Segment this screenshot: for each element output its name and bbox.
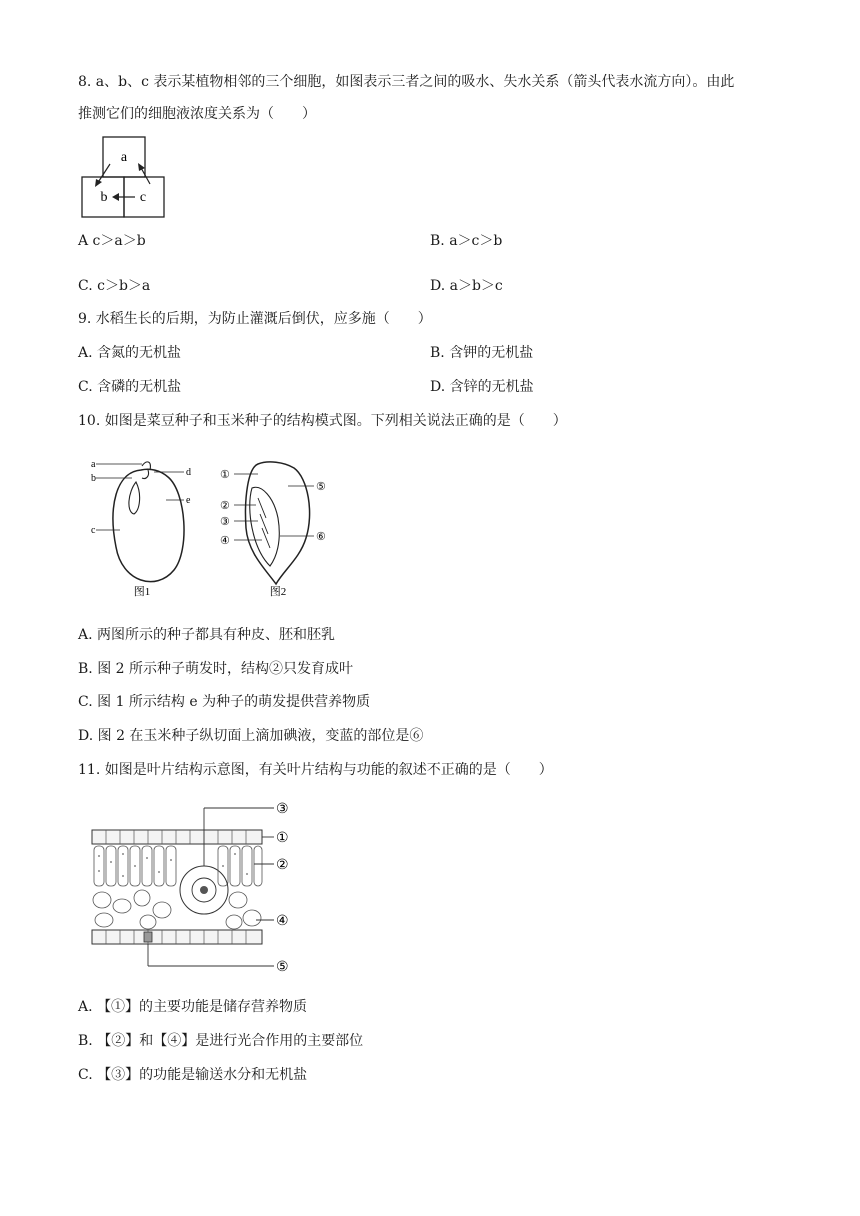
stoma: [144, 932, 152, 942]
fig2-label-3: ③: [220, 516, 230, 528]
q8-option-b[interactable]: B. a＞c＞b: [430, 233, 503, 249]
q9-option-d[interactable]: D. 含锌的无机盐: [430, 379, 534, 395]
corn-outline: [246, 462, 310, 584]
q9-stem: 9. 水稻生长的后期，为防止灌溉后倒伏，应多施（ ）: [78, 311, 432, 327]
q10-option-b[interactable]: B. 图 2 所示种子萌发时，结构②只发育成叶: [78, 661, 353, 677]
cell-b-label: b: [100, 190, 108, 205]
q8-option-a[interactable]: A c＞a＞b: [78, 233, 146, 249]
leaf-label-1: ①: [276, 831, 289, 846]
fig2-label-4: ④: [220, 535, 230, 547]
lower-epidermis: [92, 930, 262, 944]
fig2-label-5: ⑤: [316, 481, 326, 493]
leaf-label-4: ④: [276, 914, 289, 929]
fig2-label-2: ②: [220, 500, 230, 512]
q9-option-b[interactable]: B. 含钾的无机盐: [430, 345, 534, 361]
arrow-a-to-b-icon: [95, 179, 102, 187]
fig2-label-1: ①: [220, 469, 230, 481]
q10-option-c[interactable]: C. 图 1 所示结构 e 为种子的萌发提供营养物质: [78, 694, 371, 710]
q8-cell-diagram: [80, 136, 166, 220]
fig2-caption: 图2: [269, 586, 287, 598]
fig1-label-c: c: [91, 525, 96, 536]
fig1-label-a: a: [91, 459, 96, 470]
leaf-label-2: ②: [276, 858, 289, 873]
leaf-label-5: ⑤: [276, 960, 289, 975]
q11-leaf-cross-section: [88, 796, 300, 980]
fig1-label-d: d: [186, 467, 191, 478]
cell-c-label: c: [139, 190, 147, 205]
bean-outline: [113, 469, 184, 581]
q11-option-b[interactable]: B. 【②】和【④】是进行光合作用的主要部位: [78, 1033, 364, 1049]
arrow-c-to-b-icon: [112, 193, 119, 201]
q11-option-a[interactable]: A. 【①】的主要功能是储存营养物质: [78, 999, 308, 1015]
q11-option-c[interactable]: C. 【③】的功能是输送水分和无机盐: [78, 1067, 308, 1083]
q9-option-a[interactable]: A. 含氮的无机盐: [78, 345, 182, 361]
q10-fig1-bean-seed: [86, 452, 196, 602]
leaf-label-3: ③: [276, 802, 289, 817]
q10-fig2-corn-seed: [218, 458, 334, 602]
q8-stem-line1: 8. a、b、c 表示某植物相邻的三个细胞，如图表示三者之间的吸水、失水关系（箭头代表水流方向）。由此: [78, 74, 735, 90]
fig1-label-e: e: [186, 495, 191, 506]
q11-stem: 11. 如图是叶片结构示意图，有关叶片结构与功能的叙述不正确的是（ ）: [78, 762, 553, 778]
q9-option-c[interactable]: C. 含磷的无机盐: [78, 379, 182, 395]
fig1-label-b: b: [91, 473, 96, 484]
bean-embryo: [129, 482, 140, 514]
q10-option-d[interactable]: D. 图 2 在玉米种子纵切面上滴加碘液，变蓝的部位是⑥: [78, 728, 424, 744]
q10-stem: 10. 如图是菜豆种子和玉米种子的结构模式图。下列相关说法正确的是（ ）: [78, 413, 567, 429]
fig1-caption: 图1: [133, 586, 151, 598]
q8-stem-line2: 推测它们的细胞液浓度关系为（ ）: [78, 106, 316, 122]
spongy-tissue: [93, 890, 261, 929]
upper-epidermis: [92, 830, 262, 844]
cell-a-label: a: [120, 150, 128, 165]
q8-option-c[interactable]: C. c＞b＞a: [78, 278, 151, 294]
q10-option-a[interactable]: A. 两图所示的种子都具有种皮、胚和胚乳: [78, 627, 336, 643]
q8-option-d[interactable]: D. a＞b＞c: [430, 278, 503, 294]
palisade-tissue: [94, 846, 262, 886]
fig2-label-6: ⑥: [316, 531, 326, 543]
